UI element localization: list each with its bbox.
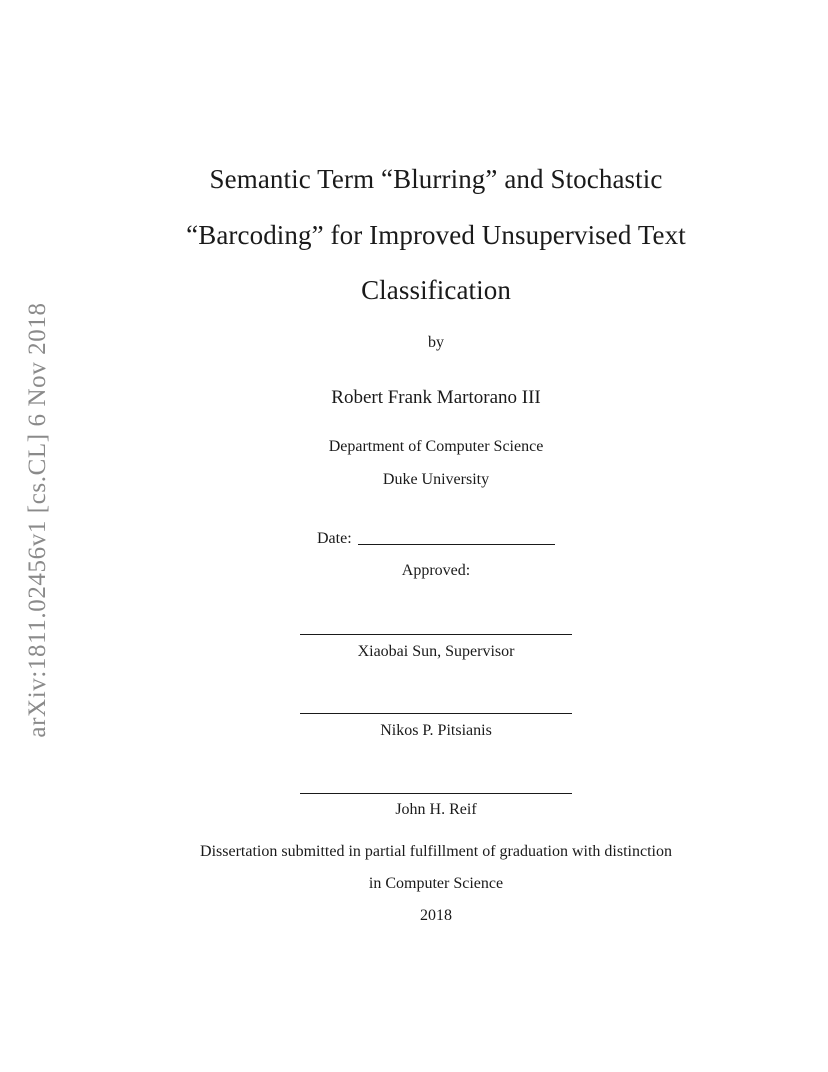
by-label: by [428,334,444,351]
title-line-3: Classification [361,275,511,305]
signature-line-2 [300,713,572,714]
approver-3: John H. Reif [395,801,477,818]
date-signature-line [358,544,555,545]
date-label: Date: [317,530,352,547]
signature-line-1 [300,634,572,635]
title-line-2: “Barcoding” for Improved Unsupervised Text [186,220,686,250]
arxiv-identifier-stamp: arXiv:1811.02456v1 [cs.CL] 6 Nov 2018 [24,302,51,738]
signature-line-3 [300,793,572,794]
university-name: Duke University [382,471,490,488]
submission-statement-line-1: Dissertation submitted in partial fulfillment of graduation with distinction [200,843,672,860]
approved-label: Approved: [401,562,471,579]
approver-2: Nikos P. Pitsianis [380,722,492,739]
title-line-1: Semantic Term “Blurring” and Stochastic [209,164,663,194]
submission-year: 2018 [420,907,452,924]
approver-1: Xiaobai Sun, Supervisor [357,643,515,660]
author-name: Robert Frank Martorano III [331,387,541,408]
department-name: Department of Computer Science [328,438,544,455]
submission-statement-line-2: in Computer Science [368,875,504,892]
